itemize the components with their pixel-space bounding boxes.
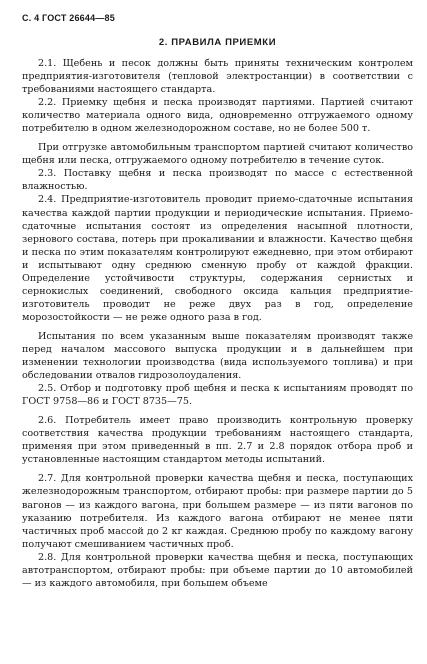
paragraph-2-4-continued: Испытания по всем указанным выше показателям производят также перед началом массового выпуска продукции и в дальнейшем при изменении технологии производства (вида используемого топлива) и при обследовании отвалов гидрозолоудаления.	[22, 330, 413, 382]
paragraph-2-4: 2.4. Предприятие-изготовитель проводит приемо-сдаточные испытания качества каждой партии продукции и периодические испытания. Приемо-сдаточные испытания состоят из определения насыпной плотности, зернового состава, потерь при прокаливании и влажности. Качество щебня и песка по этим показателям контролируют ежедневно, при этом отбирают и испытывают одну среднюю сменную пробу от каждой фракции. Определение устойчивости структуры, содержания сернистых и сернокислых соединений, свободного оксида кальция предприятие-изготовитель проводит не реже двух раз в год, определение морозостойкости — не реже одного раза в год.	[22, 194, 413, 323]
paragraph-2-2-continued: При отгрузке автомобильным транспортом партией считают количество щебня или песка, отгружаемого одному потребителю в течение суток.	[22, 142, 413, 167]
paragraph-2-7: 2.7. Для контрольной проверки качества щебня и песка, поступающих железнодорожным транспортом, отбирают пробы: при размере партии до 5 вагонов — из каждого вагона, при большем размере — из пяти вагонов по указанию потребителя. Из каждого вагона отбирают не менее пяти частичных проб массой до 2 кг каждая. Среднюю пробу по каждому вагону получают смешиванием частичных проб.	[22, 473, 413, 550]
running-head: С. 4 ГОСТ 26644—85	[22, 13, 115, 23]
paragraph-2-1: 2.1. Щебень и песок должны быть приняты техническим контролем предприятия-изготовителя (тепловой электростанции) в соответствии с требованиями настоящего стандарта.	[22, 58, 413, 96]
paragraph-2-5: 2.5. Отбор и подготовку проб щебня и песка к испытаниям проводят по ГОСТ 9758—86 и ГОСТ 8735—75.	[22, 383, 413, 408]
paragraph-2-2: 2.2. Приемку щебня и песка производят партиями. Партией считают количество материала одного вида, одновременно отгружаемого одному потребителю в одном железнодорожном составе, но не более 500 т.	[22, 97, 413, 135]
paragraph-2-8: 2.8. Для контрольной проверки качества щебня и песка, поступающих автотранспортом, отбирают пробы: при объеме партии до 10 автомобилей — из каждого автомобиля, при большем объеме	[22, 551, 413, 589]
paragraph-2-6: 2.6. Потребитель имеет право производить контрольную проверку соответствия качества продукции требованиям настоящего стандарта, применяя при этом приведенный в пп. 2.7 и 2.8 порядок отбора проб и установленные настоящим стандартом методы испытаний.	[22, 415, 413, 466]
section-title: 2. ПРАВИЛА ПРИЕМКИ	[158, 37, 277, 48]
paragraph-2-3: 2.3. Поставку щебня и песка производят по массе с естественной влажностью.	[22, 168, 413, 193]
